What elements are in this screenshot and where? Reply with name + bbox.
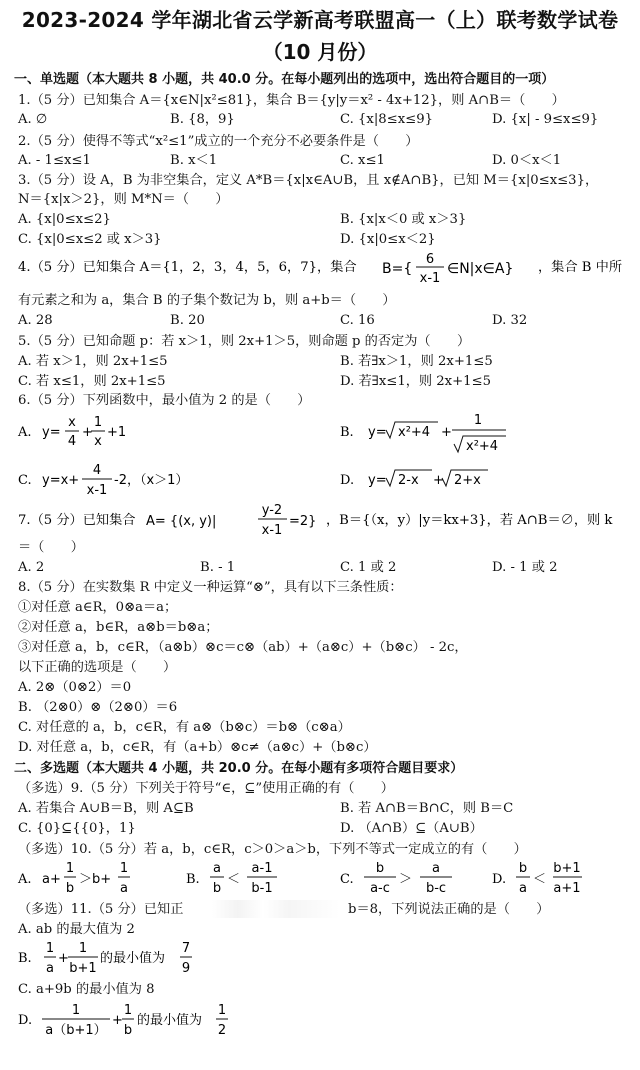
- q3-option-d: D. {x|0≤x＜2}: [340, 232, 436, 247]
- q11-d-text: 的最小值为: [137, 1013, 203, 1028]
- q8-property-2: ②对任意 a，b∈R，a⊗b＝b⊗a；: [18, 620, 219, 635]
- q6-option-a-label: A.: [18, 425, 32, 440]
- q6-b-frac-num: 1: [473, 413, 483, 428]
- q7-stem-tail: ，B＝{（x，y）|y＝kx+3}，若 A∩B＝∅，则 k: [326, 513, 613, 528]
- q4-option-c: C. 16: [340, 313, 375, 328]
- q6-b-radicand2: x²+4: [466, 439, 499, 454]
- q2-option-a: A. - 1≤x≤1: [18, 153, 91, 168]
- q4-stem-line2: 有元素之和为 a，集合 B 的子集个数记为 b，则 a+b＝（ ）: [18, 293, 396, 308]
- q3-option-c: C. {x|0≤x≤2 或 x＞3}: [18, 232, 162, 247]
- q1-option-d: D. {x| - 9≤x≤9}: [492, 112, 599, 127]
- q10-c-relation: ＞: [399, 872, 413, 887]
- q9-option-b: B. 若 A∩B＝B∩C，则 B＝C: [340, 801, 514, 816]
- q11-b-text: 的最小值为: [100, 951, 166, 966]
- q7-option-c: C. 1 或 2: [340, 560, 397, 575]
- q10-c-frac1-num: b: [375, 861, 385, 876]
- q10-d-frac1-den: a: [519, 881, 527, 896]
- q9-option-a: A. 若集合 A∪B＝B，则 A⊆B: [18, 801, 194, 816]
- q11-d-frac1-num: 1: [71, 1003, 81, 1018]
- q11-b-value-num: 7: [181, 941, 191, 956]
- q5-option-c: C. 若 x≤1，则 2x+1≤5: [18, 374, 166, 389]
- section-multi-choice-header: 二、多选题（本大题共 4 小题，共 20.0 分。在每小题有多项符合题目要求）: [14, 761, 464, 776]
- q4-option-b: B. 20: [170, 313, 205, 328]
- q10-option-d-label: D.: [492, 872, 507, 887]
- q6-d-radicand2: 2+x: [454, 473, 481, 488]
- q6-c-frac-num: 4: [92, 463, 102, 478]
- q10-option-b-label: B.: [186, 872, 200, 887]
- q11-d-frac2-num: 1: [123, 1003, 133, 1018]
- q11-option-c: C. a+9b 的最小值为 8: [18, 982, 155, 997]
- q11-d-frac2-den: b: [123, 1023, 133, 1038]
- q2-option-c: C. x≤1: [340, 153, 385, 168]
- q1-option-a: A. ∅: [18, 112, 48, 127]
- q8-option-b: B. （2⊗0）⊗（2⊗0）＝6: [18, 700, 178, 715]
- q8-option-a: A. 2⊗（0⊗2）＝0: [18, 680, 132, 695]
- q3-stem-line1: 3.（5 分）设 A，B 为非空集合，定义 A*B＝{x|x∈A∪B，且 x∉A∩B}，已知 M＝{x|0≤x≤3}，: [18, 173, 599, 188]
- q11-obscured-region: [212, 900, 340, 918]
- q3-stem-line2: N＝{x|x＞2}，则 M*N＝（ ）: [18, 192, 229, 207]
- q4-option-d: D. 32: [492, 313, 528, 328]
- q6-b-radicand1: x²+4: [398, 425, 431, 440]
- q8-property-1: ①对任意 a∈R，0⊗a＝a；: [18, 600, 178, 615]
- q4-stem-text: 4.（5 分）已知集合 A＝{1，2，3，4，5，6，7}，集合: [18, 260, 357, 275]
- q6-a-plus: +: [82, 425, 93, 440]
- q6-a-prefix: y=: [42, 425, 61, 440]
- q8-question: 以下正确的选项是（ ）: [18, 660, 177, 675]
- q4-stem-tail: ，集合 B 中所: [538, 260, 623, 275]
- q7-stem-text: 7.（5 分）已知集合: [18, 513, 136, 528]
- q5-option-a: A. 若 x＞1，则 2x+1≤5: [18, 354, 168, 369]
- q9-stem: （多选）9.（5 分）下列关于符号“∈，⊆”使用正确的有（ ）: [18, 781, 394, 796]
- q6-option-c-label: C.: [18, 473, 32, 488]
- q7-frac-den: x-1: [261, 523, 283, 538]
- q10-c-frac2-num: a: [432, 861, 440, 876]
- section-single-choice-header: 一、单选题（本大题共 8 小题，共 40.0 分。在每小题列出的选项中，选出符合题目的一项）: [14, 72, 555, 87]
- q1-option-c: C. {x|8≤x≤9}: [340, 112, 433, 127]
- q1-option-b: B. {8，9}: [170, 112, 235, 127]
- q6-a-suffix: +1: [107, 425, 127, 440]
- q2-option-d: D. 0＜x＜1: [492, 153, 562, 168]
- q6-stem: 6.（5 分）下列函数中，最小值为 2 的是（ ）: [18, 393, 311, 408]
- exam-subtitle: （10 月份）: [262, 40, 378, 64]
- q6-option-d-label: D.: [340, 473, 355, 488]
- q4-set-close: ∈N|x∈A}: [447, 261, 514, 277]
- q11-b-frac2-den: b+1: [69, 961, 97, 976]
- q10-a-frac2-num: 1: [119, 861, 129, 876]
- q11-stem-start: （多选）11.（5 分）已知正: [18, 902, 184, 917]
- q11-b-frac1-num: 1: [45, 941, 55, 956]
- q5-option-b: B. 若∃x＞1，则 2x+1≤5: [340, 354, 493, 369]
- q11-d-value-num: 1: [217, 1003, 227, 1018]
- q7-option-b: B. - 1: [200, 560, 236, 575]
- q3-option-b: B. {x|x＜0 或 x＞3}: [340, 212, 467, 227]
- q9-option-c: C. {0}⊆{{0}，1}: [18, 821, 136, 836]
- q6-option-b-label: B.: [340, 425, 354, 440]
- q4-set-open: B={: [382, 261, 413, 277]
- q10-stem: （多选）10.（5 分）若 a，b，c∈R，c＞0＞a＞b，下列不等式一定成立的有（ ）: [18, 842, 527, 857]
- q11-option-b: [0, 938, 640, 980]
- q10-a-frac1-num: 1: [65, 861, 75, 876]
- q7-option-a: A. 2: [18, 560, 45, 575]
- q10-d-frac2-den: a+1: [553, 881, 581, 896]
- q8-option-d: D. 对任意 a，b，c∈R，有（a+b）⊗c≠（a⊗c）+（b⊗c）: [18, 740, 377, 755]
- q4-stem-line1: [0, 248, 640, 288]
- q7-option-d: D. - 1 或 2: [492, 560, 558, 575]
- q10-a-frac2-den: a: [120, 881, 128, 896]
- q6-b-prefix: y=: [368, 425, 387, 440]
- q11-d-label: D.: [18, 1013, 33, 1028]
- q8-property-3: ③对任意 a，b，c∈R，（a⊗b）⊗c＝c⊗（ab）+（a⊗c）+（b⊗c） - 2c，: [18, 640, 468, 655]
- q6-c-prefix: y=x+: [42, 473, 80, 488]
- q10-a-frac1-den: b: [65, 881, 75, 896]
- q11-b-plus: +: [58, 951, 69, 966]
- q6-d-prefix: y=: [368, 473, 387, 488]
- q10-a-prefix: a+: [42, 872, 61, 887]
- q11-b-value-den: 9: [181, 961, 191, 976]
- q8-stem: 8.（5 分）在实数集 R 中定义一种运算“⊗”，具有以下三条性质：: [18, 580, 403, 595]
- q10-c-frac2-den: b-c: [425, 881, 447, 896]
- q10-b-frac2-num: a-1: [251, 861, 273, 876]
- q7-set-suffix: =2}: [289, 514, 317, 529]
- q6-c-suffix: -2，（x＞1）: [114, 473, 189, 488]
- q6-d-radicand1: 2-x: [398, 473, 419, 488]
- q6-b-plus: +: [441, 425, 452, 440]
- q10-d-frac2-num: b+1: [553, 861, 581, 876]
- q5-stem: 5.（5 分）已知命题 p：若 x＞1，则 2x+1＞5，则命题 p 的否定为（ ）: [18, 334, 471, 349]
- q9-option-d: D. （A∩B）⊆（A∪B）: [340, 821, 483, 836]
- q10-c-frac1-den: a-c: [370, 881, 390, 896]
- q5-option-d: D. 若∃x≤1，则 2x+1≤5: [340, 374, 491, 389]
- exam-title: 2023-2024 学年湖北省云学新高考联盟高一（上）联考数学试卷: [21, 8, 619, 32]
- q10-options: [0, 858, 640, 900]
- q7-set-prefix: A= {(x, y)|: [146, 514, 217, 529]
- q8-option-c: C. 对任意的 a，b，c∈R，有 a⊗（b⊗c）＝b⊗（c⊗a）: [18, 720, 351, 735]
- q4-frac-denominator: x-1: [419, 271, 441, 286]
- q11-option-d: [0, 1000, 640, 1046]
- q7-frac-num: y-2: [261, 503, 283, 518]
- q11-d-frac1-den: a（b+1）: [45, 1023, 107, 1038]
- q2-option-b: B. x＜1: [170, 153, 218, 168]
- q10-option-c-label: C.: [340, 872, 354, 887]
- q6-a-frac1-den: 4: [67, 434, 77, 449]
- q6-a-frac2-den: x: [94, 434, 102, 449]
- q3-option-a: A. {x|0≤x≤2}: [18, 212, 111, 227]
- q2-stem: 2.（5 分）使得不等式“x²≤1”成立的一个充分不必要条件是（ ）: [18, 134, 419, 149]
- q6-c-frac-den: x-1: [86, 483, 108, 498]
- q10-d-frac1-num: b: [518, 861, 528, 876]
- q10-a-relation: ＞b+: [79, 872, 112, 887]
- q10-b-frac1-num: a: [213, 861, 221, 876]
- q11-d-plus: +: [112, 1013, 123, 1028]
- q11-stem-end: b＝8，下列说法正确的是（ ）: [348, 902, 550, 917]
- q10-b-relation: ＜: [227, 872, 241, 887]
- q10-option-a-label: A.: [18, 872, 32, 887]
- q7-stem-line1: [0, 500, 640, 540]
- q4-option-a: A. 28: [18, 313, 53, 328]
- q6-a-frac1-num: x: [68, 415, 76, 430]
- q10-d-relation: ＜: [533, 872, 547, 887]
- q11-d-value-den: 2: [217, 1023, 227, 1038]
- q1-stem: 1.（5 分）已知集合 A＝{x∈N|x²≤81}，集合 B＝{y|y＝x² - 4x+12}，则 A∩B＝（ ）: [18, 93, 565, 108]
- q11-option-a: A. ab 的最大值为 2: [18, 922, 135, 937]
- q7-stem-line2: ＝（ ）: [18, 540, 84, 555]
- q10-b-frac1-den: b: [212, 881, 222, 896]
- q11-b-label: B.: [18, 951, 32, 966]
- q11-b-frac2-num: 1: [78, 941, 88, 956]
- q6-a-frac2-num: 1: [93, 415, 103, 430]
- q6-d-plus: +: [433, 473, 444, 488]
- q10-b-frac2-den: b-1: [251, 881, 273, 896]
- q11-b-frac1-den: a: [46, 961, 54, 976]
- q4-frac-numerator: 6: [425, 252, 435, 267]
